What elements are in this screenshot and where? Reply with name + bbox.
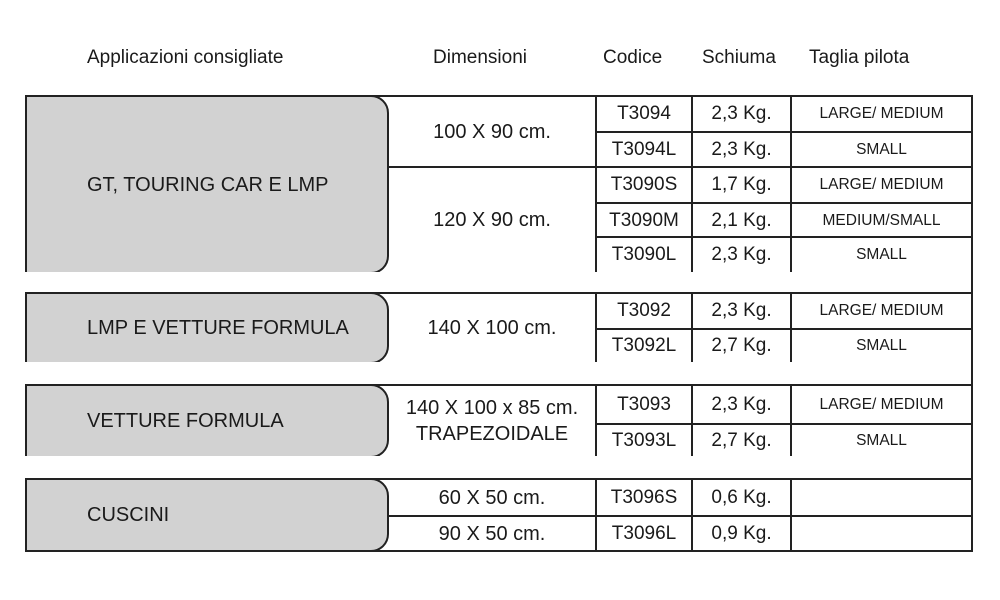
code-cell: T3093L — [595, 425, 693, 456]
size-cell: LARGE/ MEDIUM — [792, 168, 973, 202]
foam-cell: 1,7 Kg. — [693, 168, 792, 202]
header-dimensions: Dimensioni — [433, 47, 527, 68]
table-row — [595, 202, 973, 238]
code-cell: T3096L — [595, 517, 693, 550]
foam-cell: 2,3 Kg. — [693, 386, 792, 423]
group-formula — [25, 384, 973, 458]
dimension-cell — [389, 97, 595, 166]
code-cell: T3090S — [595, 168, 693, 202]
size-cell — [792, 480, 973, 515]
foam-cell: 2,3 Kg. — [693, 133, 792, 166]
code-cell: T3093 — [595, 386, 693, 423]
dimension-cell — [389, 168, 595, 272]
header-applications: Applicazioni consigliate — [87, 47, 284, 68]
code-cell: T3096S — [595, 480, 693, 515]
code-cell: T3092 — [595, 294, 693, 328]
code-cell: T3090L — [595, 238, 693, 272]
application-cell: CUSCINI — [25, 478, 389, 552]
dimension-text: 90 X 50 cm. — [438, 522, 546, 545]
group-cuscini — [25, 478, 973, 552]
size-cell: LARGE/ MEDIUM — [792, 386, 973, 423]
size-cell — [792, 517, 973, 550]
size-cell: SMALL — [792, 133, 973, 166]
table-row — [595, 423, 973, 456]
size-cell: SMALL — [792, 238, 973, 272]
size-cell: LARGE/ MEDIUM — [792, 97, 973, 131]
table-row — [595, 236, 973, 272]
foam-cell: 2,3 Kg. — [693, 294, 792, 328]
application-cell: LMP E VETTURE FORMULA — [25, 292, 389, 364]
dimension-cell — [389, 517, 595, 550]
dimension-text: TRAPEZOIDALE — [415, 423, 569, 445]
foam-cell: 2,3 Kg. — [693, 238, 792, 272]
dimension-text: 100 X 90 cm. — [433, 120, 551, 143]
dimension-text: 140 X 100 cm. — [427, 317, 557, 339]
table-row — [595, 168, 973, 202]
size-cell: LARGE/ MEDIUM — [792, 294, 973, 328]
foam-cell: 2,7 Kg. — [693, 425, 792, 456]
foam-cell: 2,3 Kg. — [693, 97, 792, 131]
code-cell: T3094 — [595, 97, 693, 131]
code-cell: T3094L — [595, 133, 693, 166]
application-cell: VETTURE FORMULA — [25, 384, 389, 458]
size-cell: SMALL — [792, 330, 973, 362]
foam-cell: 0,6 Kg. — [693, 480, 792, 515]
dimension-text: 60 X 50 cm. — [438, 486, 546, 509]
group-gt-touring — [25, 95, 973, 274]
code-cell: T3090M — [595, 204, 693, 238]
foam-cell: 0,9 Kg. — [693, 517, 792, 550]
group-lmp-formula — [25, 292, 973, 364]
group-gap — [25, 272, 973, 292]
table-row — [595, 386, 973, 423]
header-code: Codice — [603, 47, 663, 68]
application-cell: GT, TOURING CAR E LMP — [25, 95, 389, 274]
size-cell: SMALL — [792, 425, 973, 456]
dimension-cell — [389, 294, 595, 362]
table-row — [595, 294, 973, 328]
table-row — [595, 328, 973, 362]
table-row — [595, 517, 973, 550]
dimension-text: 120 X 90 cm. — [433, 209, 551, 231]
code-cell: T3092L — [595, 330, 693, 362]
table-row — [595, 131, 973, 166]
table-row — [595, 480, 973, 515]
dimension-cell — [389, 386, 595, 456]
group-gap — [25, 362, 973, 384]
foam-cell: 2,1 Kg. — [693, 204, 792, 238]
group-gap — [25, 456, 973, 478]
foam-cell: 2,7 Kg. — [693, 330, 792, 362]
header-foam: Schiuma — [702, 47, 776, 68]
header-pilot-size: Taglia pilota — [809, 47, 910, 68]
dimension-text: 140 X 100 x 85 cm. — [405, 397, 579, 419]
dimension-cell — [389, 480, 595, 515]
size-cell: MEDIUM/SMALL — [792, 204, 973, 238]
table-row — [595, 97, 973, 131]
